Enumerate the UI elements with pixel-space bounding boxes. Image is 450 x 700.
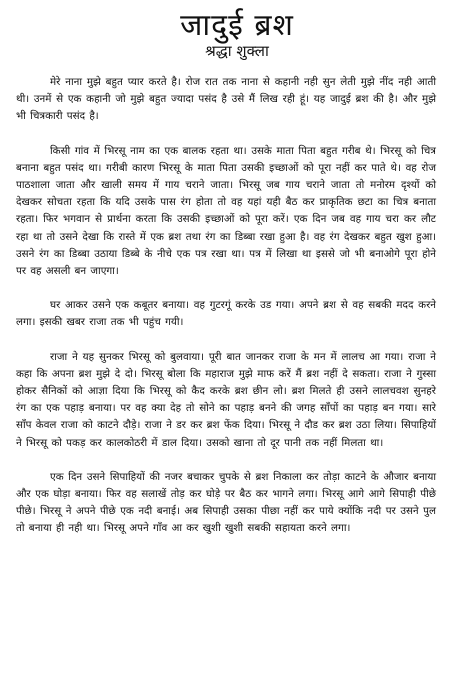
paragraph-2 xyxy=(16,143,436,281)
paragraph-3 xyxy=(16,297,436,331)
paragraph-4 xyxy=(16,349,436,452)
paragraph-5 xyxy=(16,469,436,538)
paragraph-1-text: मेरे नाना मुझे बहुत प्यार करते है। रोज रात तक नाना से कहानी नही सुन लेती मुझे नींद नही आती थी। उनमें से एक कहानी जो मुझे बहुत ज्यादा पसंद है उसे मैं लिख रही हूं। यह जादुई ब्रश की है। और मुझे भी चित्रकारी पसंद है। xyxy=(16,76,436,123)
paragraph-3-text: घर आकर उसने एक कबूतर बनाया। वह गुटरगूं करके उड गया। अपने ब्रश से वह सबकी मदद करने लगा। इसकी खबर राजा तक भी पहुंच गयी। xyxy=(16,299,436,329)
paragraph-1 xyxy=(16,74,436,126)
paragraph-2-text: किसी गांव में भिरसू नाम का एक बालक रहता था। उसके माता पिता बहुत गरीब थे। भिरसू को चित्र बनाना बहुत पसंद था। गरीबी कारण भिरसू के माता पिता उसकी इच्छाओं को पूरा नहीं कर पाते थे। वह रोज पाठशाला जाता और खाली समय में गाय चराने जाता। भिरसू जब गाय चराने जाता तो मनोरम दृश्यों को देखकर सोचता रहता कि यदि उसके पास रंग होता तो वह यहां यही बैठ कर प्राकृतिक छटा का चित्र बनाता रहता। फिर भगवान से प्रार्थना करता कि उसकी इच्छाओं को पूरा करें। एक दिन जब वह गाय चरा कर लौट रहा था तो उसने देखा कि रास्ते में एक ब्रश तथा रंग का डिब्बा रखा हुआ है। वह रंग देखकर बहुत खुश हुआ। उसने रंग का डिब्बा उठाया डिब्बे के नीचे एक पत्र रखा था। पत्र में लिखा था इससे जो भी बनाओगे पूरा होने पर वह असली बन जाएगा। xyxy=(16,144,436,278)
paragraph-5-text: एक दिन उसने सिपाहियों की नजर बचाकर चुपके से ब्रश निकाला कर तोड़ा काटने के औजार बनाया और एक घोड़ा बनाया। फिर वह सलाखें तोड़ कर घोड़े पर बैठ कर भागने लगा। भिरसू आगे आगे सिपाही पीछे पीछे। भिरसू ने अपने पीछे एक नदी बनाई। अब सिपाही उसका पीछा नहीं कर पाये क्योंकि नदी पर उसने पुल तो बनाया ही नही था। भिरसू अपने गाँव आ कर खुशी खुशी सबकी सहायता करने लगा। xyxy=(16,470,436,535)
story-title: जादुई ब्रश xyxy=(180,8,294,43)
paragraph-4-text: राजा ने यह सुनकर भिरसू को बुलवाया। पूरी बात जानकर राजा के मन में लालच आ गया। राजा ने कहा कि अपना ब्रश मुझे दे दो। भिरसू बोला कि महाराज मुझे माफ करें मैं ब्रश नहीं दे सकता। राजा ने गुस्सा होकर सैनिकों को आज्ञा दिया कि भिरसू को कैद करके ब्रश छीन लो। ब्रश मिलते ही उसने लालचवश सुनहरे रंग का एक पहाड़ बनाया। पर वह क्या देह तो सोने का पहाड़ बनने की जगह साँपों का पहाड़ बन गया। सारे साँप केवल राजा को काटने दौड़े। राजा ने डर कर ब्रश फेंक दिया। भिरसू ने दौड कर ब्रश उठा लिया। सिपाहियों ने भिरसू को पकड़ कर कालकोठरी में डाल दिया। उसको खाना तो दूर पानी तक नहीं मिलता था। xyxy=(16,350,436,449)
author-name: श्रद्धा शुक्ला xyxy=(205,42,269,60)
